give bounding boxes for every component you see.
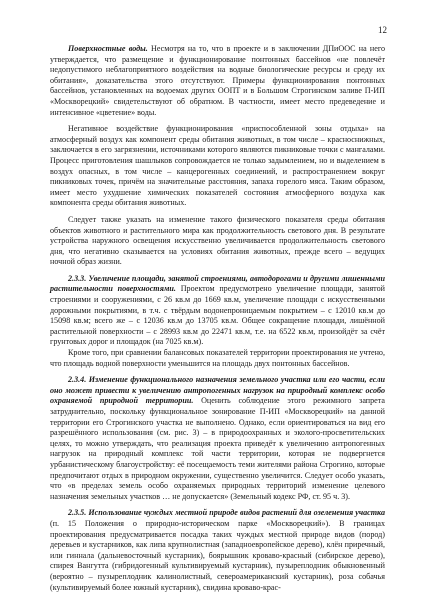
paragraph-water-area <box>50 348 385 369</box>
paragraph-section-2-3-4 <box>50 375 385 502</box>
paragraph-section-2-3-5 <box>50 508 385 593</box>
section-lead: 2.3.3. Увеличение площади, занятой строениями, автодорогами и другими лишенными растительности поверхностями. <box>50 273 385 294</box>
section-lead: 2.3.5. Использование чуждых местной природе видов растений для озеленения участка <box>68 508 385 518</box>
paragraph-text: Проектом предусмотрено увеличение площади, занятой строениями и сооружениями, с 26 кв.м до 1669 кв.м, увеличение площади с искусственными дорожными покрытиями, в т.ч. с твёрдым водонепроницаемым покрытием – с 12010 кв.м до 15098 кв.м; всего же – с 12036 кв.м до 13705 кв.м. Общее сокращение площади, лишённой растительной поверхности – с 28993 кв.м до 22471 кв.м, т.е. на 6522 кв.м, произойдёт за счёт грунтовых дорог и площадок (на 7025 кв.м). <box>50 284 385 347</box>
document-body <box>50 44 385 593</box>
paragraph-text: Кроме того, при сравнении балансовых показателей территории проектирования не учтено, что площадь водной поверхности уменьшится на площадь двух понтонных бассейнов. <box>50 348 385 368</box>
paragraph-surface-waters <box>50 44 385 118</box>
paragraph-air-pollution <box>50 124 385 209</box>
paragraph-text: Оценить соблюдение этого режимного запрета затруднительно, поскольку функциональное зонирование П-ИП «Москворецкий» на данной территории его Строгинского участка не выполнено. Однако, если ориентироваться на вид его разрешённого использования (см. рис. 3) – в природоохранных и эколого-просветительских целях, то можно утверждать, что реализация проекта приведёт к увеличению антропогенных нагрузок на природный комплекс той части территории, которая не подвергнется урбанистическому благоустройству: её посещаемость теми жителями района Строгино, которые предпочитают отдых в природном окружении, существенно увеличится. Следует особо указать, что «в пределах земель особо охраняемых природных территорий изменение целевого назначения земельных участков … не допускается» (Земельный кодекс РФ, ст. 95 ч. 3). <box>50 396 385 501</box>
paragraph-section-2-3-3 <box>50 274 385 348</box>
page-number: 12 <box>378 25 387 35</box>
paragraph-text: Негативное воздействие функционирования «приспособленной зоны отдыха» на атмосферный воздух как компонент среды обитания животных, в том числе – красноснижных, заключается в его загрязнении, источниками которого являются пикниковые точки с мангалами. Процесс приготовления шашлыков сопровождается не только задымлением, но и выделением в воздух опасных, в том числе – канцерогенных соединений, и распространением вокруг пикниковых точек, причём на значительные расстояния, запаха горелого мяса. Таким образом, имеет место ухудшение химических показателей состояния атмосферного воздуха как компонента среды обитания животных. <box>50 124 385 208</box>
paragraph-text: Несмотря на то, что в проекте и в заключении ДПиООС на него утверждается, что размещение и функционирование понтонных бассейнов «не повлечёт недопустимого неблагоприятного воздействия на водные биологические ресурсы и среду их обитания», доказательства этого отсутствуют. Примеры функционирования понтонных бассейнов, установленных на водоемах других ООПТ и в Большом Строгинском заливе П-ИП «Москворецкий» свидетельствуют об обратном. В частности, имеет место предеведение и интенсивное «цветение» воды. <box>50 44 385 117</box>
paragraph-text: Следует также указать на изменение такого физического показателя среды обитания объектов животного и растительного мира как продолжительность светового дня. В результате устройства наружного освещения искусственно увеличивается продолжительность светового дня, что негативно сказывается на условиях обитания животных, прежде всего – ведущих ночной образ жизни. <box>50 214 385 267</box>
section-lead: 2.3.4. Изменение функционального назначения земельного участка или его части, если оно может привести к увеличению антропогенных нагрузок на природный комплекс особо охраняемой природной территории. <box>50 375 385 406</box>
paragraph-daylight <box>50 215 385 268</box>
paragraph-text: (п. 15 Положения о природно-историческом парке «Москворецкий»). В границах проектирования предусматривается посадка таких чуждых местной природе видов (пород) деревьев и кустарников, как липа крупнолистная (западноевропейское дерево), клён приречный, или гиннала (дальневосточный кустарник), боярышник кроваво-красный (сибирское дерево), спирея Вангутта (гибридогенный культивируемый кустарник), пузыреплодник обыкновенный (вероятно – пузыреплодник калинолистный, североамериканский кустарник), роза собачья (культивируемый более южный кустарник), свидина кроваво-крас- <box>50 518 385 592</box>
section-lead: Поверхностные воды. <box>68 44 148 53</box>
